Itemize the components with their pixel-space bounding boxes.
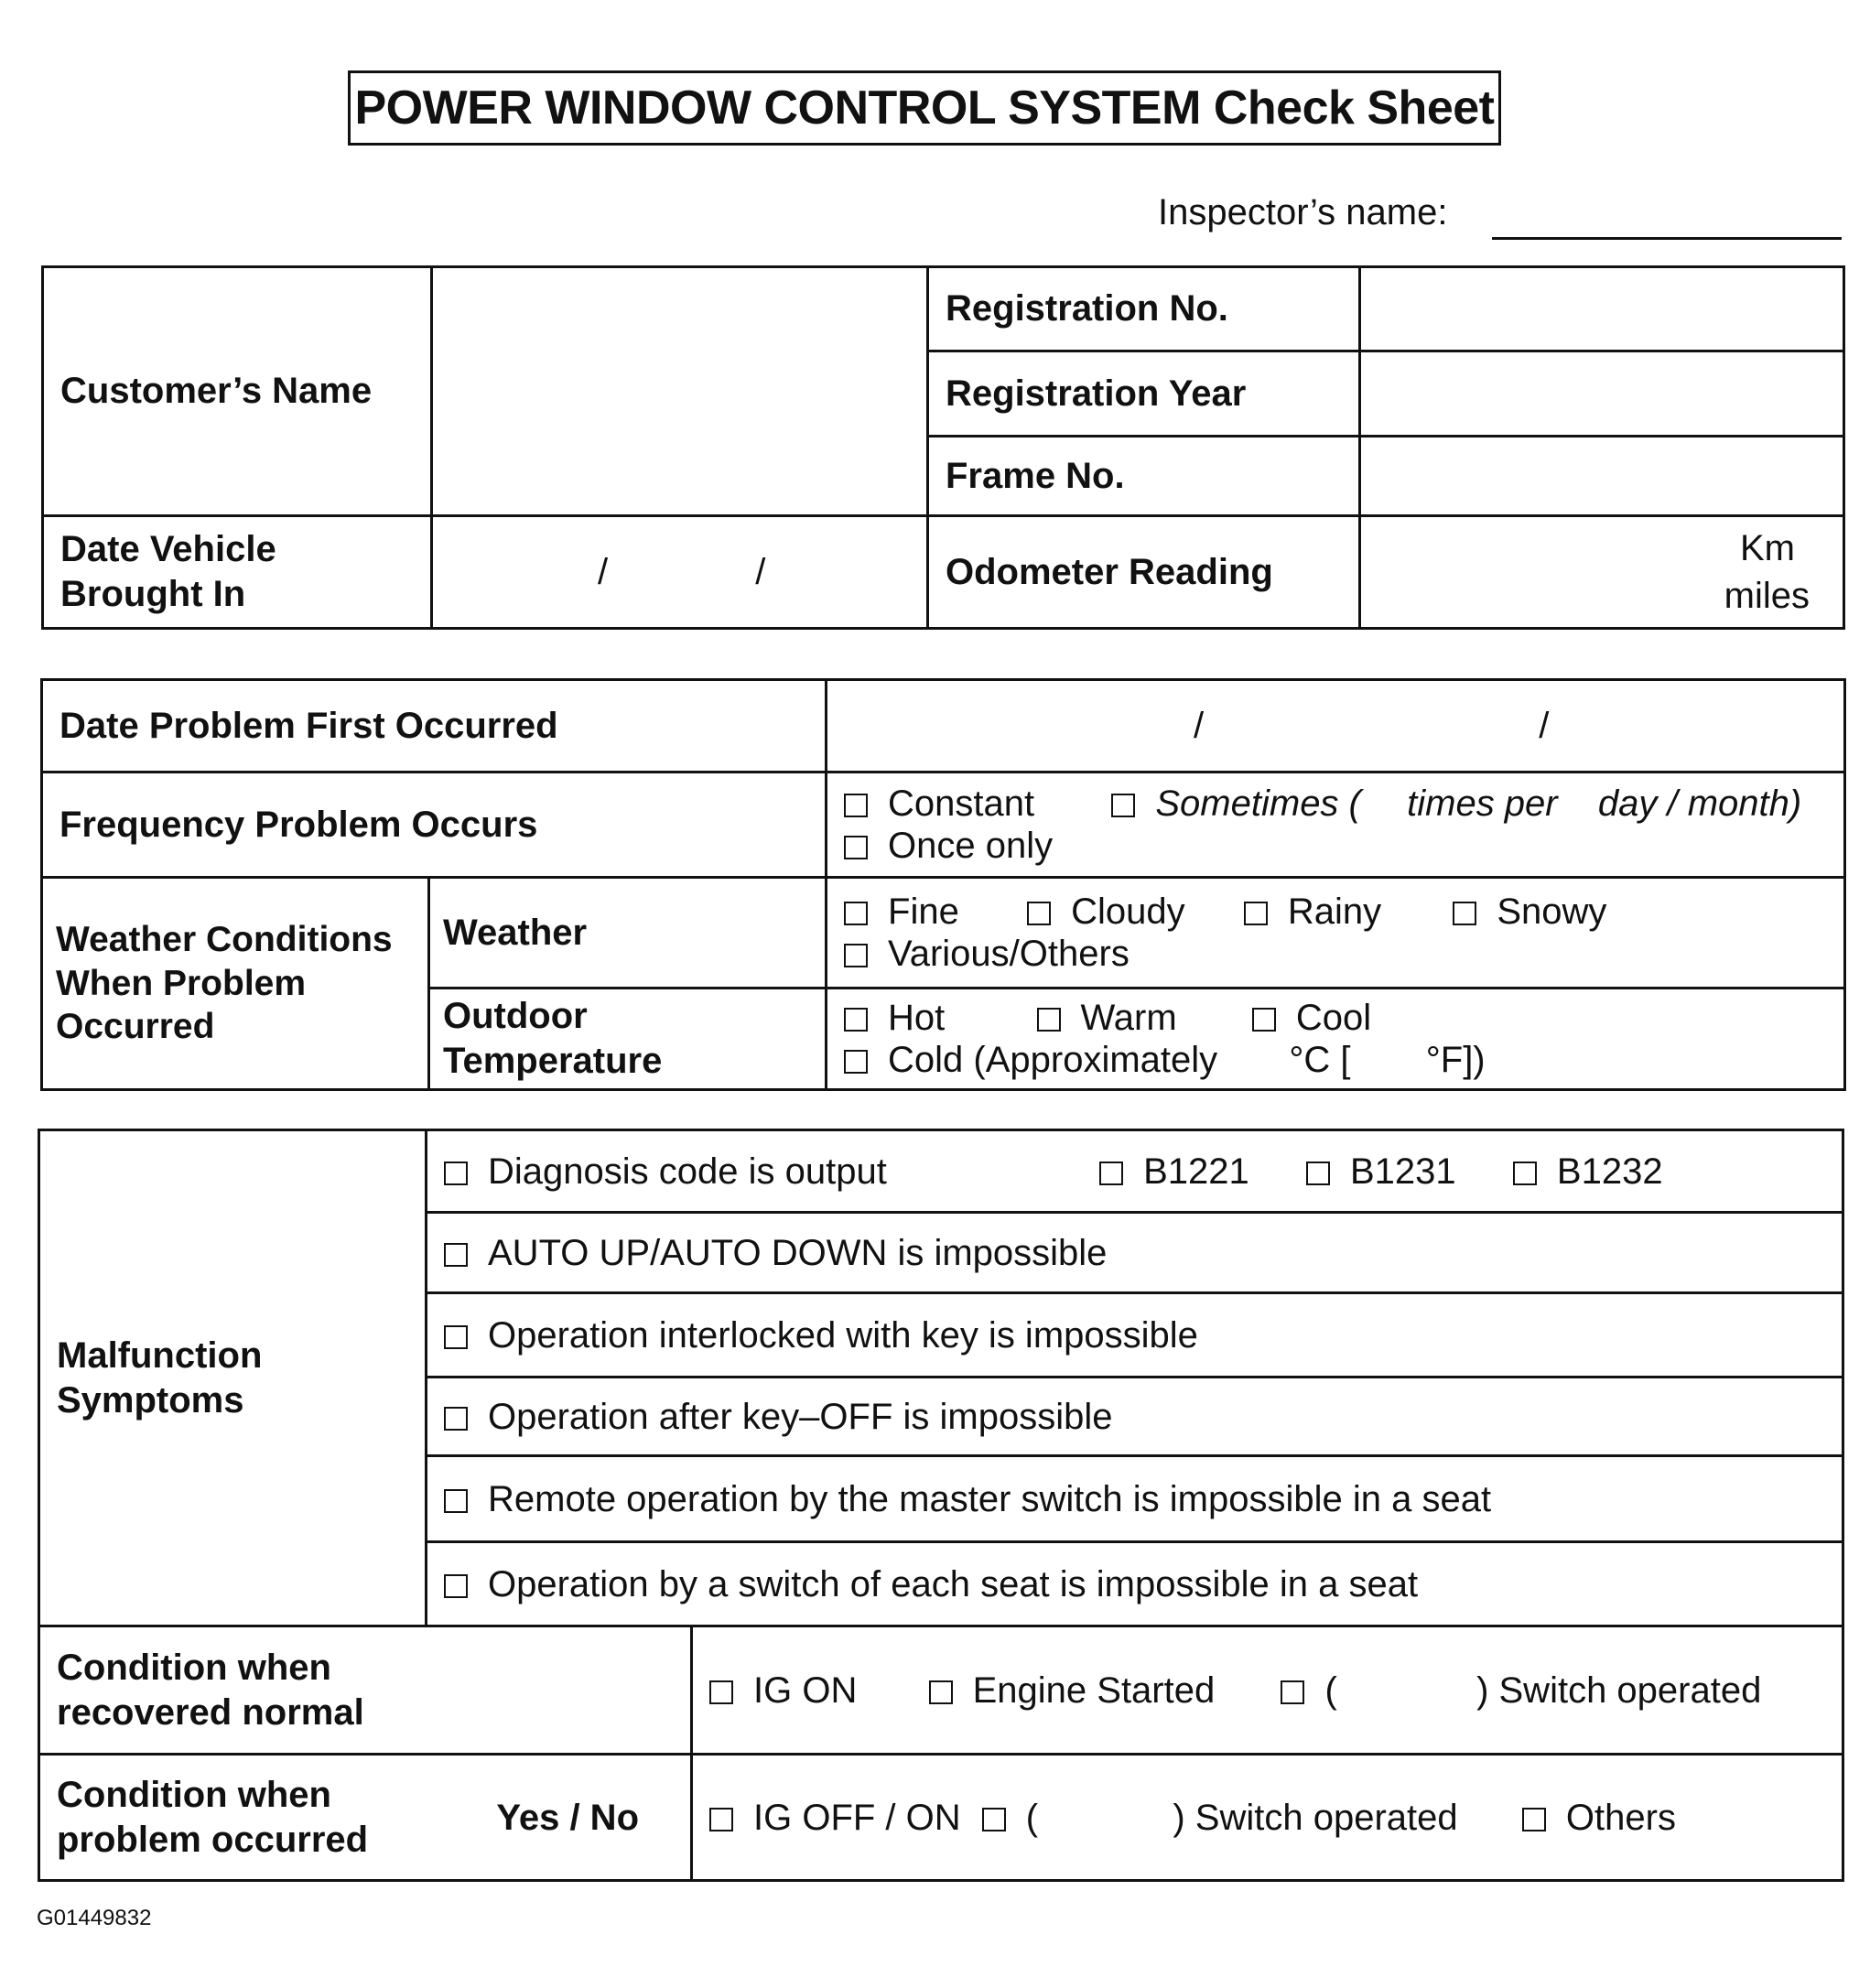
- malfunction-symptoms-label: Malfunction Symptoms: [39, 1130, 427, 1626]
- temperature-options: Hot Warm Cool Cold (Approximately °C [ °F]): [827, 989, 1845, 1090]
- symptom-row-diagnosis: Diagnosis code is output B1221 B1231 B1232: [427, 1130, 1843, 1213]
- each-seat-checkbox[interactable]: [444, 1574, 468, 1598]
- symptom-row-key-interlock: Operation interlocked with key is impossible: [427, 1293, 1843, 1378]
- recovered-switch-checkbox[interactable]: [1281, 1680, 1304, 1704]
- symptoms-table: [38, 1129, 1844, 1882]
- problem-info-table: [40, 678, 1846, 1091]
- auto-up-down-checkbox[interactable]: [444, 1243, 468, 1267]
- b1221-checkbox[interactable]: [1099, 1161, 1123, 1185]
- miles-unit: miles: [1724, 576, 1810, 616]
- date-first-occurred-field[interactable]: / /: [827, 680, 1845, 773]
- constant-checkbox[interactable]: [844, 794, 868, 817]
- title-box: [348, 70, 1501, 146]
- date-first-occurred-label: Date Problem First Occurred: [42, 680, 827, 773]
- snowy-checkbox[interactable]: [1453, 902, 1476, 925]
- odometer-field[interactable]: [1360, 516, 1844, 629]
- diagnosis-code-checkbox[interactable]: [444, 1161, 468, 1185]
- problem-occurred-label: Condition when problem occurred Yes / No: [39, 1755, 692, 1881]
- outdoor-temperature-label: Outdoor Temperature: [429, 989, 827, 1090]
- warm-checkbox[interactable]: [1037, 1008, 1061, 1032]
- occurred-options: IG OFF / ON ( ) Switch operated Others: [692, 1755, 1843, 1881]
- others-checkbox[interactable]: [1522, 1808, 1546, 1831]
- hot-checkbox[interactable]: [844, 1008, 868, 1032]
- recovered-options: IG ON Engine Started ( ) Switch operated: [692, 1626, 1843, 1755]
- recovered-normal-label: Condition when recovered normal: [39, 1626, 692, 1755]
- customer-name-field[interactable]: [432, 267, 928, 516]
- registration-year-label: Registration Year: [928, 351, 1360, 437]
- weather-label: Weather: [429, 878, 827, 989]
- weather-options: Fine Cloudy Rainy Snowy Various/Others: [827, 878, 1845, 989]
- date-brought-in-field[interactable]: / /: [432, 516, 928, 629]
- yes-no-label: Yes / No: [496, 1798, 639, 1838]
- sometimes-checkbox[interactable]: [1111, 794, 1135, 817]
- vehicle-info-table: [41, 265, 1845, 630]
- b1232-checkbox[interactable]: [1513, 1161, 1537, 1185]
- key-interlock-checkbox[interactable]: [444, 1325, 468, 1349]
- engine-started-checkbox[interactable]: [929, 1680, 953, 1704]
- symptom-row-key-off: Operation after key–OFF is impossible: [427, 1378, 1843, 1456]
- various-others-checkbox[interactable]: [844, 944, 868, 967]
- frequency-label: Frequency Problem Occurs: [42, 773, 827, 878]
- frequency-options: Constant Sometimes ( times per day / month) Once only: [827, 773, 1845, 878]
- registration-no-label: Registration No.: [928, 267, 1360, 351]
- customer-name-label: Customer’s Name: [43, 267, 432, 516]
- frame-no-label: Frame No.: [928, 437, 1360, 516]
- fine-checkbox[interactable]: [844, 902, 868, 925]
- registration-no-field[interactable]: [1360, 267, 1844, 351]
- date-brought-in-label: Date Vehicle Brought In: [43, 516, 432, 629]
- cool-checkbox[interactable]: [1252, 1008, 1276, 1032]
- b1231-checkbox[interactable]: [1306, 1161, 1330, 1185]
- inspector-name-field[interactable]: [1492, 237, 1842, 240]
- weather-conditions-label: Weather Conditions When Problem Occurred: [42, 878, 429, 1090]
- symptom-row-master-switch: Remote operation by the master switch is impossible in a seat: [427, 1456, 1843, 1542]
- ig-on-checkbox[interactable]: [709, 1680, 733, 1704]
- cloudy-checkbox[interactable]: [1027, 902, 1051, 925]
- ig-off-on-checkbox[interactable]: [709, 1808, 733, 1831]
- symptom-row-each-seat: Operation by a switch of each seat is impossible in a seat: [427, 1542, 1843, 1626]
- once-only-checkbox[interactable]: [844, 836, 868, 859]
- rainy-checkbox[interactable]: [1244, 902, 1268, 925]
- registration-year-field[interactable]: [1360, 351, 1844, 437]
- master-switch-checkbox[interactable]: [444, 1489, 468, 1513]
- figure-code: G01449832: [37, 1906, 152, 1930]
- cold-checkbox[interactable]: [844, 1050, 868, 1074]
- frame-no-field[interactable]: [1360, 437, 1844, 516]
- odometer-label: Odometer Reading: [928, 516, 1360, 629]
- km-unit: Km: [1740, 528, 1795, 568]
- symptom-row-auto-up-down: AUTO UP/AUTO DOWN is impossible: [427, 1213, 1843, 1293]
- inspector-name-label: Inspector’s name:: [1158, 192, 1448, 232]
- key-off-checkbox[interactable]: [444, 1407, 468, 1431]
- page-title: POWER WINDOW CONTROL SYSTEM Check Sheet: [354, 81, 1495, 135]
- occurred-switch-checkbox[interactable]: [982, 1808, 1006, 1831]
